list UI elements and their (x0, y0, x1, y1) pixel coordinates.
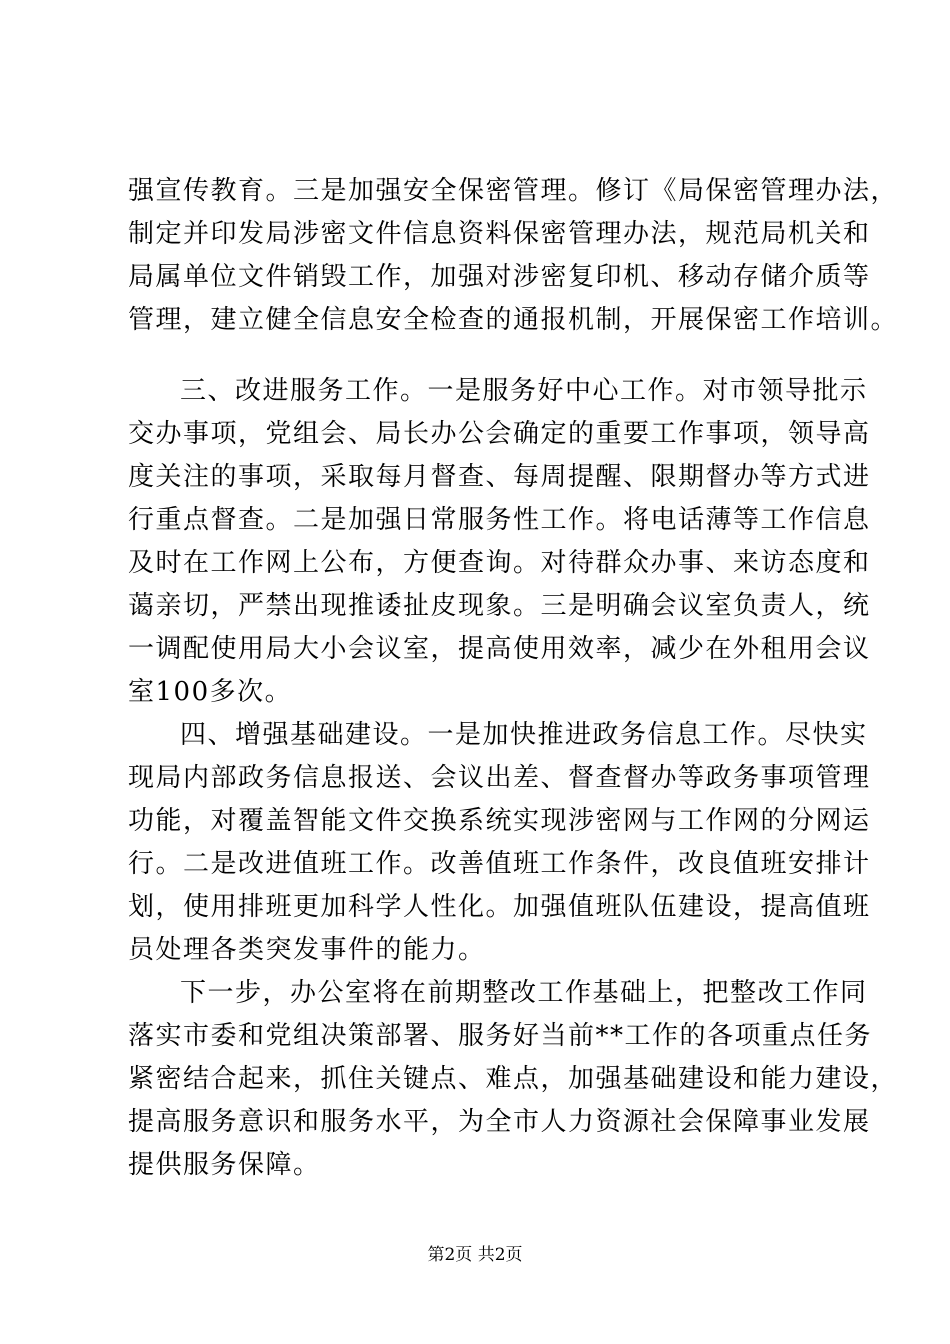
text-line: 室100多次。 (128, 677, 293, 707)
text-line: 行。二是改进值班工作。改善值班工作条件，改良值班安排计 (128, 849, 871, 879)
text-line: 落实市委和党组决策部署、服务好当前**工作的各项重点任务 (128, 1021, 873, 1051)
paragraph-infrastructure (128, 714, 871, 972)
text-line: 一调配使用局大小会议室，提高使用效率，减少在外租用会议 (128, 634, 871, 664)
text-line: 四、增强基础建设。一是加快推进政务信息工作。尽快实 (180, 720, 868, 750)
text-line: 划，使用排班更加科学人性化。加强值班队伍建设，提高值班 (128, 892, 871, 922)
text-line: 下一步，办公室将在前期整改工作基础上，把整改工作同 (180, 978, 868, 1008)
text-line: 强宣传教育。三是加强安全保密管理。修订《局保密管理办法， (128, 176, 899, 206)
text-line: 局属单位文件销毁工作，加强对涉密复印机、移动存储介质等 (128, 262, 871, 292)
text-line: 员处理各类突发事件的能力。 (128, 935, 486, 965)
text-line: 紧密结合起来，抓住关键点、难点，加强基础建设和能力建设， (128, 1064, 899, 1094)
text-line: 提供服务保障。 (128, 1150, 321, 1180)
text-line: 交办事项，党组会、局长办公会确定的重要工作事项，领导高 (128, 419, 871, 449)
text-line: 及时在工作网上公布，方便查询。对待群众办事、来访态度和 (128, 548, 871, 578)
text-line: 现局内部政务信息报送、会议出差、督查督办等政务事项管理 (128, 763, 871, 793)
text-line: 功能，对覆盖智能文件交换系统实现涉密网与工作网的分网运 (128, 806, 871, 836)
text-line: 蔼亲切，严禁出现推诿扯皮现象。三是明确会议室负责人，统 (128, 591, 871, 621)
paragraph-service (128, 370, 871, 714)
paragraph-gap (128, 342, 828, 370)
text-line: 行重点督查。二是加强日常服务性工作。将电话薄等工作信息 (128, 505, 871, 535)
text-line: 提高服务意识和服务水平，为全市人力资源社会保障事业发展 (128, 1107, 871, 1137)
document-body (128, 170, 899, 1187)
text-line: 三、改进服务工作。一是服务好中心工作。对市领导批示 (180, 376, 868, 406)
paragraph-security (128, 170, 899, 342)
page-number: 第2页 共2页 (427, 1245, 523, 1265)
text-line: 度关注的事项，采取每月督查、每周提醒、限期督办等方式进 (128, 462, 871, 492)
paragraph-next-steps (128, 972, 899, 1187)
text-line: 制定并印发局涉密文件信息资料保密管理办法，规范局机关和 (128, 219, 871, 249)
text-line: 管理，建立健全信息安全检查的通报机制，开展保密工作培训。 (128, 305, 899, 335)
